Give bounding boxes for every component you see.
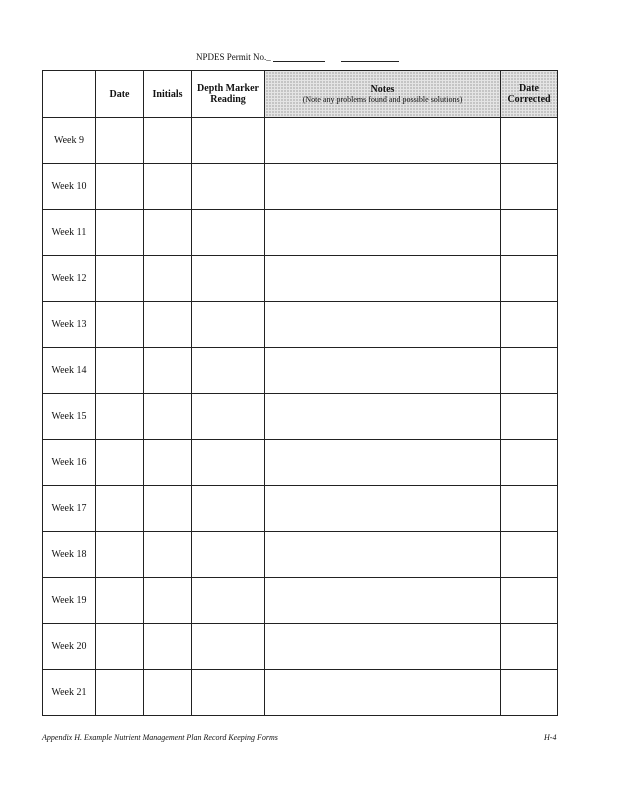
notes-cell[interactable] xyxy=(265,532,501,578)
initials-cell[interactable] xyxy=(144,348,192,394)
week-label: Week 19 xyxy=(43,578,96,624)
date-corrected-cell[interactable] xyxy=(501,394,558,440)
date-corrected-cell[interactable] xyxy=(501,532,558,578)
table-row xyxy=(43,532,558,578)
initials-cell[interactable] xyxy=(144,440,192,486)
notes-cell[interactable] xyxy=(265,624,501,670)
date-corrected-cell[interactable] xyxy=(501,164,558,210)
depth-marker-cell[interactable] xyxy=(192,164,265,210)
depth-marker-cell[interactable] xyxy=(192,256,265,302)
initials-column-header: Initials xyxy=(144,71,192,118)
week-column-header xyxy=(43,71,96,118)
depth-marker-cell[interactable] xyxy=(192,302,265,348)
depth-marker-cell[interactable] xyxy=(192,210,265,256)
depth-marker-column-header: Depth Marker Reading xyxy=(192,71,265,118)
inspection-log-table xyxy=(42,70,558,716)
date-cell[interactable] xyxy=(96,670,144,716)
notes-cell[interactable] xyxy=(265,164,501,210)
week-label: Week 21 xyxy=(43,670,96,716)
initials-cell[interactable] xyxy=(144,578,192,624)
date-corrected-cell[interactable] xyxy=(501,440,558,486)
date-corrected-cell[interactable] xyxy=(501,624,558,670)
depth-marker-cell[interactable] xyxy=(192,532,265,578)
depth-marker-cell[interactable] xyxy=(192,118,265,164)
week-label: Week 11 xyxy=(43,210,96,256)
date-cell[interactable] xyxy=(96,118,144,164)
date-corrected-cell[interactable] xyxy=(501,210,558,256)
permit-number-blank[interactable] xyxy=(273,53,325,62)
date-corrected-column-header: Date Corrected xyxy=(501,71,558,118)
week-label: Week 9 xyxy=(43,118,96,164)
notes-cell[interactable] xyxy=(265,210,501,256)
table-row xyxy=(43,486,558,532)
initials-cell[interactable] xyxy=(144,394,192,440)
date-cell[interactable] xyxy=(96,578,144,624)
notes-cell[interactable] xyxy=(265,578,501,624)
depth-marker-cell[interactable] xyxy=(192,624,265,670)
week-label: Week 15 xyxy=(43,394,96,440)
depth-marker-cell[interactable] xyxy=(192,670,265,716)
notes-cell[interactable] xyxy=(265,256,501,302)
week-label: Week 20 xyxy=(43,624,96,670)
week-label: Week 13 xyxy=(43,302,96,348)
notes-cell[interactable] xyxy=(265,348,501,394)
depth-marker-cell[interactable] xyxy=(192,440,265,486)
date-corrected-cell[interactable] xyxy=(501,486,558,532)
week-label: Week 12 xyxy=(43,256,96,302)
table-row xyxy=(43,394,558,440)
date-cell[interactable] xyxy=(96,486,144,532)
permit-number-label: NPDES Permit No._ xyxy=(196,52,271,62)
initials-cell[interactable] xyxy=(144,256,192,302)
notes-cell[interactable] xyxy=(265,118,501,164)
date-corrected-cell[interactable] xyxy=(501,256,558,302)
notes-cell[interactable] xyxy=(265,302,501,348)
date-cell[interactable] xyxy=(96,532,144,578)
initials-cell[interactable] xyxy=(144,486,192,532)
date-corrected-cell[interactable] xyxy=(501,302,558,348)
date-corrected-cell[interactable] xyxy=(501,670,558,716)
depth-marker-cell[interactable] xyxy=(192,486,265,532)
notes-header-title: Notes xyxy=(370,84,395,95)
notes-cell[interactable] xyxy=(265,440,501,486)
table-row xyxy=(43,302,558,348)
permit-number-line xyxy=(196,52,399,62)
week-label: Week 10 xyxy=(43,164,96,210)
date-corrected-cell[interactable] xyxy=(501,348,558,394)
table-row xyxy=(43,440,558,486)
week-label: Week 16 xyxy=(43,440,96,486)
date-corrected-cell[interactable] xyxy=(501,578,558,624)
table-row xyxy=(43,118,558,164)
date-corrected-cell[interactable] xyxy=(501,118,558,164)
notes-cell[interactable] xyxy=(265,486,501,532)
week-label: Week 17 xyxy=(43,486,96,532)
depth-marker-cell[interactable] xyxy=(192,348,265,394)
week-label: Week 14 xyxy=(43,348,96,394)
week-label: Week 18 xyxy=(43,532,96,578)
initials-cell[interactable] xyxy=(144,302,192,348)
permit-number-blank-2[interactable] xyxy=(341,53,399,62)
initials-cell[interactable] xyxy=(144,164,192,210)
date-column-header: Date xyxy=(96,71,144,118)
page-number: H-4 xyxy=(544,733,557,742)
table-header-row xyxy=(43,71,558,118)
table-row xyxy=(43,624,558,670)
table-row xyxy=(43,670,558,716)
depth-marker-cell[interactable] xyxy=(192,394,265,440)
table-row xyxy=(43,348,558,394)
date-cell[interactable] xyxy=(96,256,144,302)
date-cell[interactable] xyxy=(96,624,144,670)
initials-cell[interactable] xyxy=(144,210,192,256)
depth-marker-cell[interactable] xyxy=(192,578,265,624)
date-cell[interactable] xyxy=(96,394,144,440)
date-cell[interactable] xyxy=(96,348,144,394)
table-row xyxy=(43,164,558,210)
initials-cell[interactable] xyxy=(144,532,192,578)
date-cell[interactable] xyxy=(96,210,144,256)
notes-column-header xyxy=(265,71,501,118)
initials-cell[interactable] xyxy=(144,624,192,670)
notes-header-subtitle: (Note any problems found and possible solutions) xyxy=(302,95,463,104)
notes-cell[interactable] xyxy=(265,394,501,440)
footer-caption: Appendix H. Example Nutrient Management Plan Record Keeping Forms xyxy=(42,733,278,742)
notes-cell[interactable] xyxy=(265,670,501,716)
initials-cell[interactable] xyxy=(144,118,192,164)
table-row xyxy=(43,256,558,302)
initials-cell[interactable] xyxy=(144,670,192,716)
table-row xyxy=(43,210,558,256)
date-cell[interactable] xyxy=(96,440,144,486)
table-body xyxy=(43,118,558,716)
date-cell[interactable] xyxy=(96,302,144,348)
table-row xyxy=(43,578,558,624)
date-cell[interactable] xyxy=(96,164,144,210)
